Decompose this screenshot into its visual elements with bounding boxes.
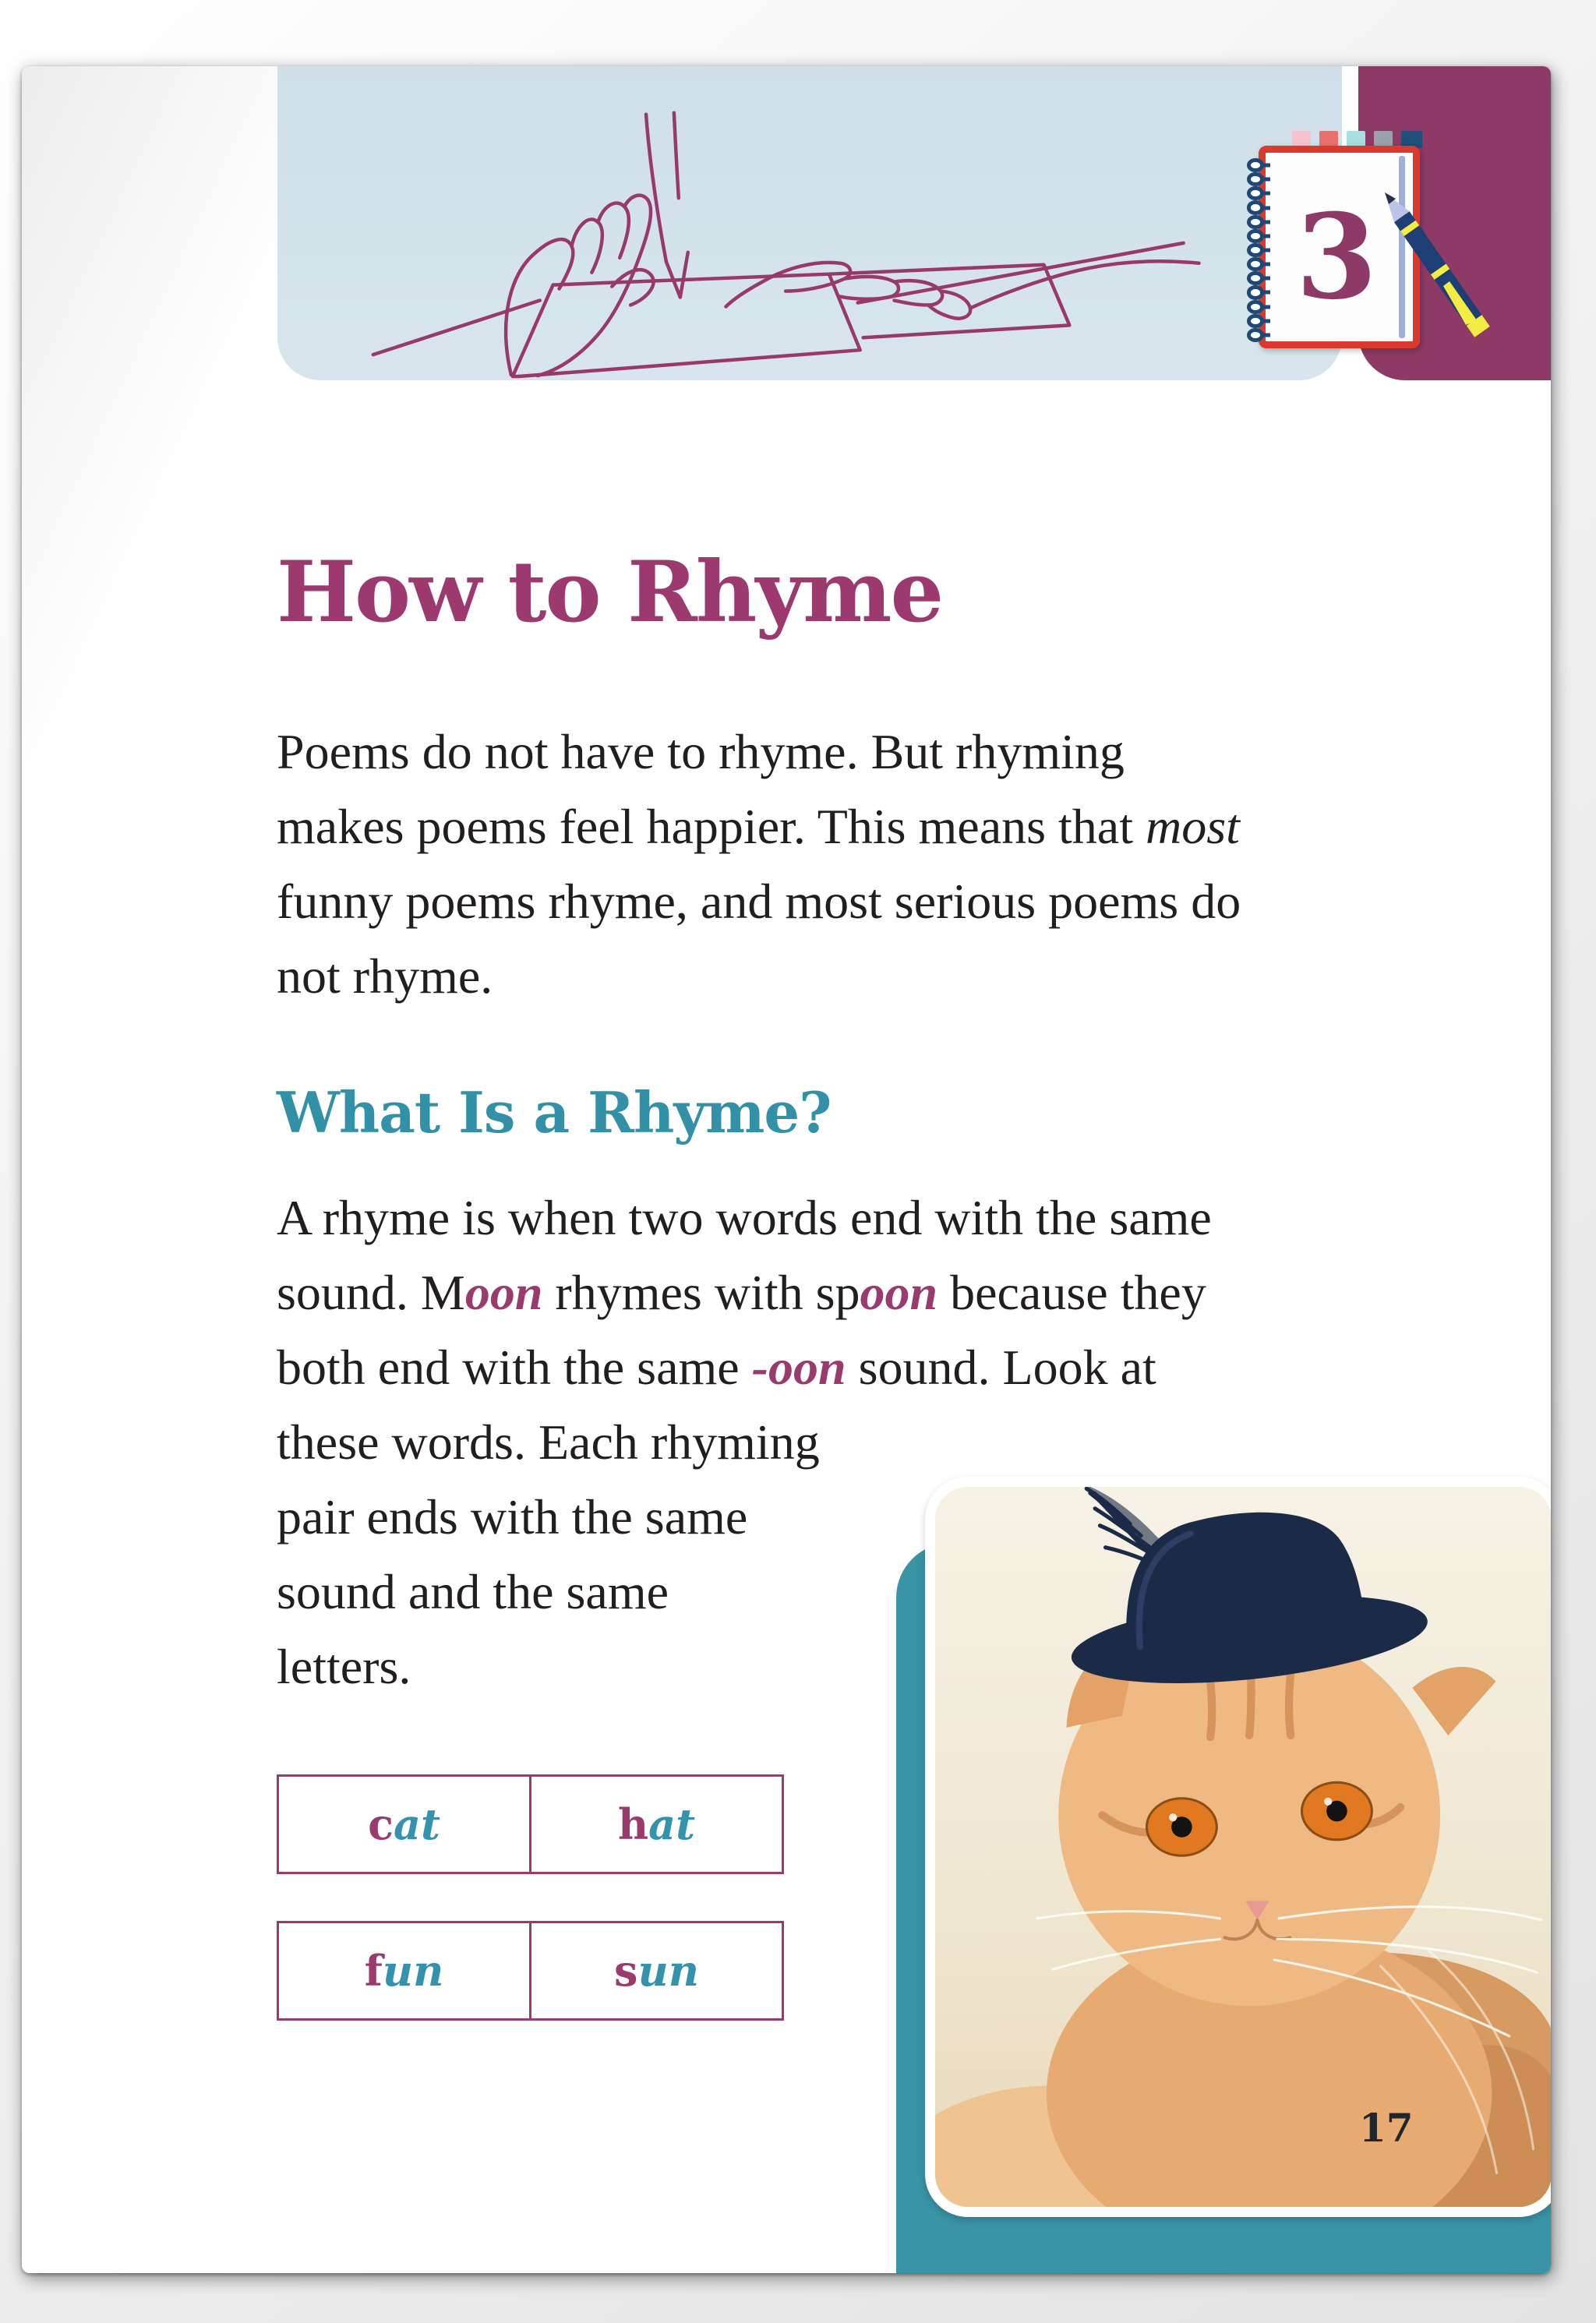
spiral-rings-icon [1247, 158, 1264, 342]
section-heading: What Is a Rhyme? [277, 1079, 832, 1146]
text-line: sound and the same [277, 1564, 669, 1619]
header-illustration-panel [277, 66, 1342, 380]
rhyme-table-row [277, 1921, 784, 2021]
cat-wearing-feathered-hat-photo [925, 1477, 1551, 2217]
hands-writing-line-art-icon [277, 66, 1342, 380]
text-line: these words. Each rhyming [277, 1414, 820, 1470]
rhyme-word-hat: h at [529, 1777, 782, 1872]
page-title: How to Rhyme [277, 543, 943, 641]
rhyme-word-fun: f un [364, 1946, 444, 1996]
text-line: A rhyme is when two words end with the same [277, 1190, 1212, 1245]
intro-paragraph [277, 715, 1241, 1014]
text-line: letters. [277, 1639, 411, 1694]
text-line: not rhyme. [277, 948, 493, 1004]
rhyme-table-row [277, 1774, 784, 1874]
text-line: funny poems rhyme, and most serious poems do [277, 874, 1241, 929]
text-line: makes poems feel happier. This means that most [277, 799, 1240, 854]
rhyme-word-cat: c at [368, 1799, 440, 1849]
chapter-number: 3 [1295, 189, 1378, 326]
text-line: pair ends with the same [277, 1489, 748, 1545]
text-line: sound. Moon rhymes with spoon because they [277, 1265, 1206, 1320]
text-line: Poems do not have to rhyme. But rhyming [277, 724, 1125, 779]
page-number: 17 [1359, 2105, 1414, 2151]
text-line: both end with the same -oon sound. Look at [277, 1340, 1156, 1395]
book-page [22, 66, 1551, 2273]
rhyme-word-sun: s un [529, 1923, 782, 2018]
pen-icon [1347, 160, 1518, 362]
